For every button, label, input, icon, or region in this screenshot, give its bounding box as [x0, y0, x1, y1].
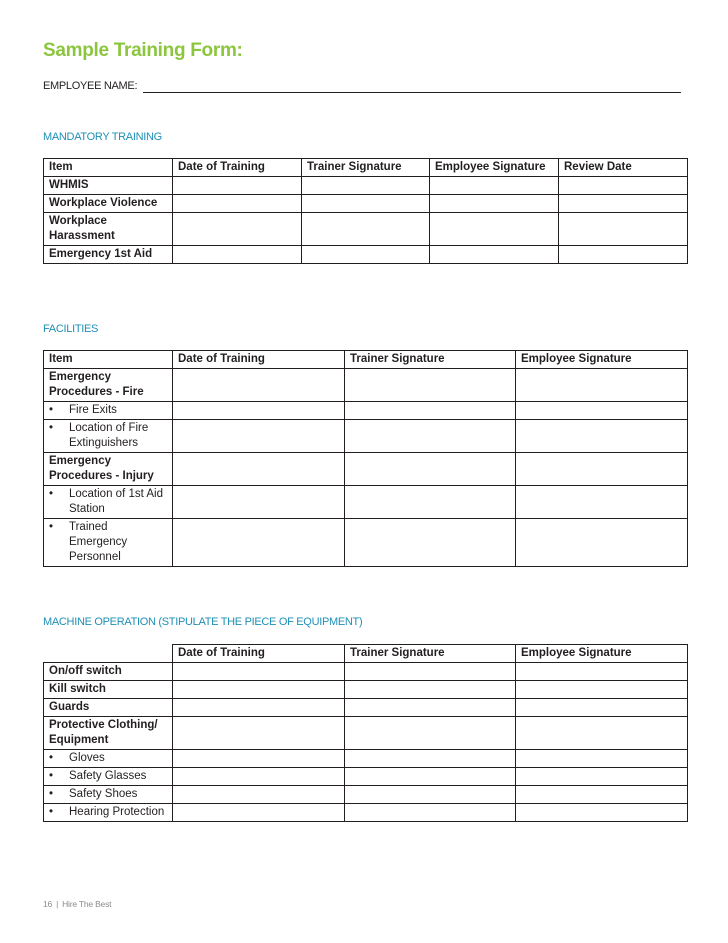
table-row	[44, 750, 688, 768]
mandatory-training-table	[43, 158, 688, 264]
review-date-cell[interactable]	[559, 213, 688, 246]
date-cell[interactable]	[173, 804, 345, 822]
header-review-date: Review Date	[559, 159, 688, 177]
date-cell[interactable]	[173, 786, 345, 804]
table-row	[44, 699, 688, 717]
table-row	[44, 402, 688, 420]
trainer-signature-cell[interactable]	[345, 486, 516, 519]
row-item-label	[44, 750, 173, 768]
date-cell[interactable]	[173, 519, 345, 567]
table-row	[44, 519, 688, 567]
bullet-icon: •	[49, 806, 54, 818]
header-trainer-signature: Trainer Signature	[345, 645, 516, 663]
table-row	[44, 804, 688, 822]
bullet-icon: •	[49, 488, 54, 500]
trainer-signature-cell[interactable]	[345, 453, 516, 486]
facilities-table	[43, 350, 688, 567]
employee-signature-cell[interactable]	[516, 750, 688, 768]
row-item-text: Gloves	[69, 752, 105, 764]
table-row	[44, 486, 688, 519]
header-item: Item	[44, 351, 173, 369]
mandatory-training-title: MANDATORY TRAINING	[43, 131, 162, 143]
table-row	[44, 663, 688, 681]
trainer-signature-cell[interactable]	[345, 717, 516, 750]
employee-name-field[interactable]	[143, 92, 681, 93]
date-cell[interactable]	[173, 486, 345, 519]
date-cell[interactable]	[173, 663, 345, 681]
row-item-label: Emergency Procedures - Fire	[44, 369, 173, 402]
row-item-label	[44, 402, 173, 420]
trainer-signature-cell[interactable]	[302, 246, 430, 264]
header-employee-signature: Employee Signature	[516, 645, 688, 663]
row-item-label: Workplace Violence	[44, 195, 173, 213]
header-employee-signature: Employee Signature	[516, 351, 688, 369]
trainer-signature-cell[interactable]	[302, 213, 430, 246]
employee-signature-cell[interactable]	[516, 519, 688, 567]
row-item-label: Protective Clothing/ Equipment	[44, 717, 173, 750]
form-title: Sample Training Form:	[43, 40, 243, 61]
table-row	[44, 768, 688, 786]
row-item-label: Emergency Procedures - Injury	[44, 453, 173, 486]
table-header-row	[44, 159, 688, 177]
date-cell[interactable]	[173, 195, 302, 213]
page-number: 16	[43, 899, 53, 909]
footer-brand: Hire The Best	[62, 899, 112, 909]
date-cell[interactable]	[173, 699, 345, 717]
row-item-label: WHMIS	[44, 177, 173, 195]
bullet-icon: •	[49, 422, 54, 434]
employee-signature-cell[interactable]	[516, 663, 688, 681]
bullet-icon: •	[49, 788, 54, 800]
trainer-signature-cell[interactable]	[345, 768, 516, 786]
trainer-signature-cell[interactable]	[345, 369, 516, 402]
trainer-signature-cell[interactable]	[345, 786, 516, 804]
table-row	[44, 681, 688, 699]
review-date-cell[interactable]	[559, 177, 688, 195]
row-item-text: Trained Emergency Personnel	[69, 521, 128, 563]
date-cell[interactable]	[173, 750, 345, 768]
employee-signature-cell[interactable]	[430, 213, 559, 246]
row-item-label: Guards	[44, 699, 173, 717]
review-date-cell[interactable]	[559, 195, 688, 213]
header-employee-signature: Employee Signature	[430, 159, 559, 177]
employee-signature-cell[interactable]	[516, 717, 688, 750]
machine-operation-table	[43, 644, 688, 822]
row-item-text: Location of 1st Aid Station	[69, 488, 163, 515]
bullet-icon: •	[49, 521, 54, 533]
row-item-label: Kill switch	[44, 681, 173, 699]
date-cell[interactable]	[173, 681, 345, 699]
employee-signature-cell[interactable]	[516, 804, 688, 822]
bullet-icon: •	[49, 404, 54, 416]
bullet-icon: •	[49, 770, 54, 782]
row-item-text: Safety Shoes	[69, 788, 138, 800]
table-row	[44, 213, 688, 246]
table-header-row	[44, 351, 688, 369]
employee-signature-cell[interactable]	[516, 453, 688, 486]
employee-signature-cell[interactable]	[516, 402, 688, 420]
employee-signature-cell[interactable]	[430, 195, 559, 213]
table-row	[44, 369, 688, 402]
row-item-text: Fire Exits	[69, 404, 117, 416]
header-trainer-signature: Trainer Signature	[345, 351, 516, 369]
row-item-label	[44, 519, 173, 567]
employee-signature-cell[interactable]	[516, 420, 688, 453]
row-item-text: Safety Glasses	[69, 770, 147, 782]
employee-signature-cell[interactable]	[516, 699, 688, 717]
trainer-signature-cell[interactable]	[345, 402, 516, 420]
table-row	[44, 786, 688, 804]
header-trainer-signature: Trainer Signature	[302, 159, 430, 177]
facilities-title: FACILITIES	[43, 323, 99, 335]
trainer-signature-cell[interactable]	[345, 681, 516, 699]
trainer-signature-cell[interactable]	[345, 804, 516, 822]
date-cell[interactable]	[173, 369, 345, 402]
employee-signature-cell[interactable]	[430, 177, 559, 195]
header-item: Item	[44, 159, 173, 177]
row-item-text: Hearing Protection	[69, 806, 165, 818]
bullet-icon: •	[49, 752, 54, 764]
employee-signature-cell[interactable]	[516, 369, 688, 402]
page-footer	[43, 899, 111, 909]
header-date-of-training: Date of Training	[173, 351, 345, 369]
date-cell[interactable]	[173, 453, 345, 486]
table-row	[44, 420, 688, 453]
date-cell[interactable]	[173, 420, 345, 453]
header-blank	[44, 645, 173, 663]
row-item-label: Workplace Harassment	[44, 213, 173, 246]
row-item-label: Emergency 1st Aid	[44, 246, 173, 264]
row-item-label	[44, 486, 173, 519]
trainer-signature-cell[interactable]	[302, 195, 430, 213]
footer-separator: |	[56, 899, 59, 909]
row-item-label	[44, 804, 173, 822]
date-cell[interactable]	[173, 768, 345, 786]
row-item-label: On/off switch	[44, 663, 173, 681]
trainer-signature-cell[interactable]	[345, 699, 516, 717]
employee-name-row	[43, 80, 681, 94]
table-header-row	[44, 645, 688, 663]
row-item-label	[44, 420, 173, 453]
table-row	[44, 453, 688, 486]
row-item-label	[44, 786, 173, 804]
date-cell[interactable]	[173, 213, 302, 246]
trainer-signature-cell[interactable]	[345, 750, 516, 768]
employee-signature-cell[interactable]	[516, 786, 688, 804]
trainer-signature-cell[interactable]	[345, 420, 516, 453]
trainer-signature-cell[interactable]	[345, 663, 516, 681]
employee-signature-cell[interactable]	[430, 246, 559, 264]
table-row	[44, 177, 688, 195]
employee-signature-cell[interactable]	[516, 681, 688, 699]
header-date-of-training: Date of Training	[173, 645, 345, 663]
employee-signature-cell[interactable]	[516, 486, 688, 519]
machine-operation-title: MACHINE OPERATION (STIPULATE THE PIECE OF EQUIPMENT)	[43, 616, 363, 628]
date-cell[interactable]	[173, 246, 302, 264]
table-row	[44, 195, 688, 213]
row-item-label	[44, 768, 173, 786]
table-row	[44, 717, 688, 750]
trainer-signature-cell[interactable]	[302, 177, 430, 195]
header-date-of-training: Date of Training	[173, 159, 302, 177]
trainer-signature-cell[interactable]	[345, 519, 516, 567]
date-cell[interactable]	[173, 177, 302, 195]
table-row	[44, 246, 688, 264]
employee-signature-cell[interactable]	[516, 768, 688, 786]
review-date-cell[interactable]	[559, 246, 688, 264]
date-cell[interactable]	[173, 717, 345, 750]
date-cell[interactable]	[173, 402, 345, 420]
employee-name-label: EMPLOYEE NAME:	[43, 80, 138, 92]
row-item-text: Location of Fire Extinguishers	[69, 422, 149, 449]
